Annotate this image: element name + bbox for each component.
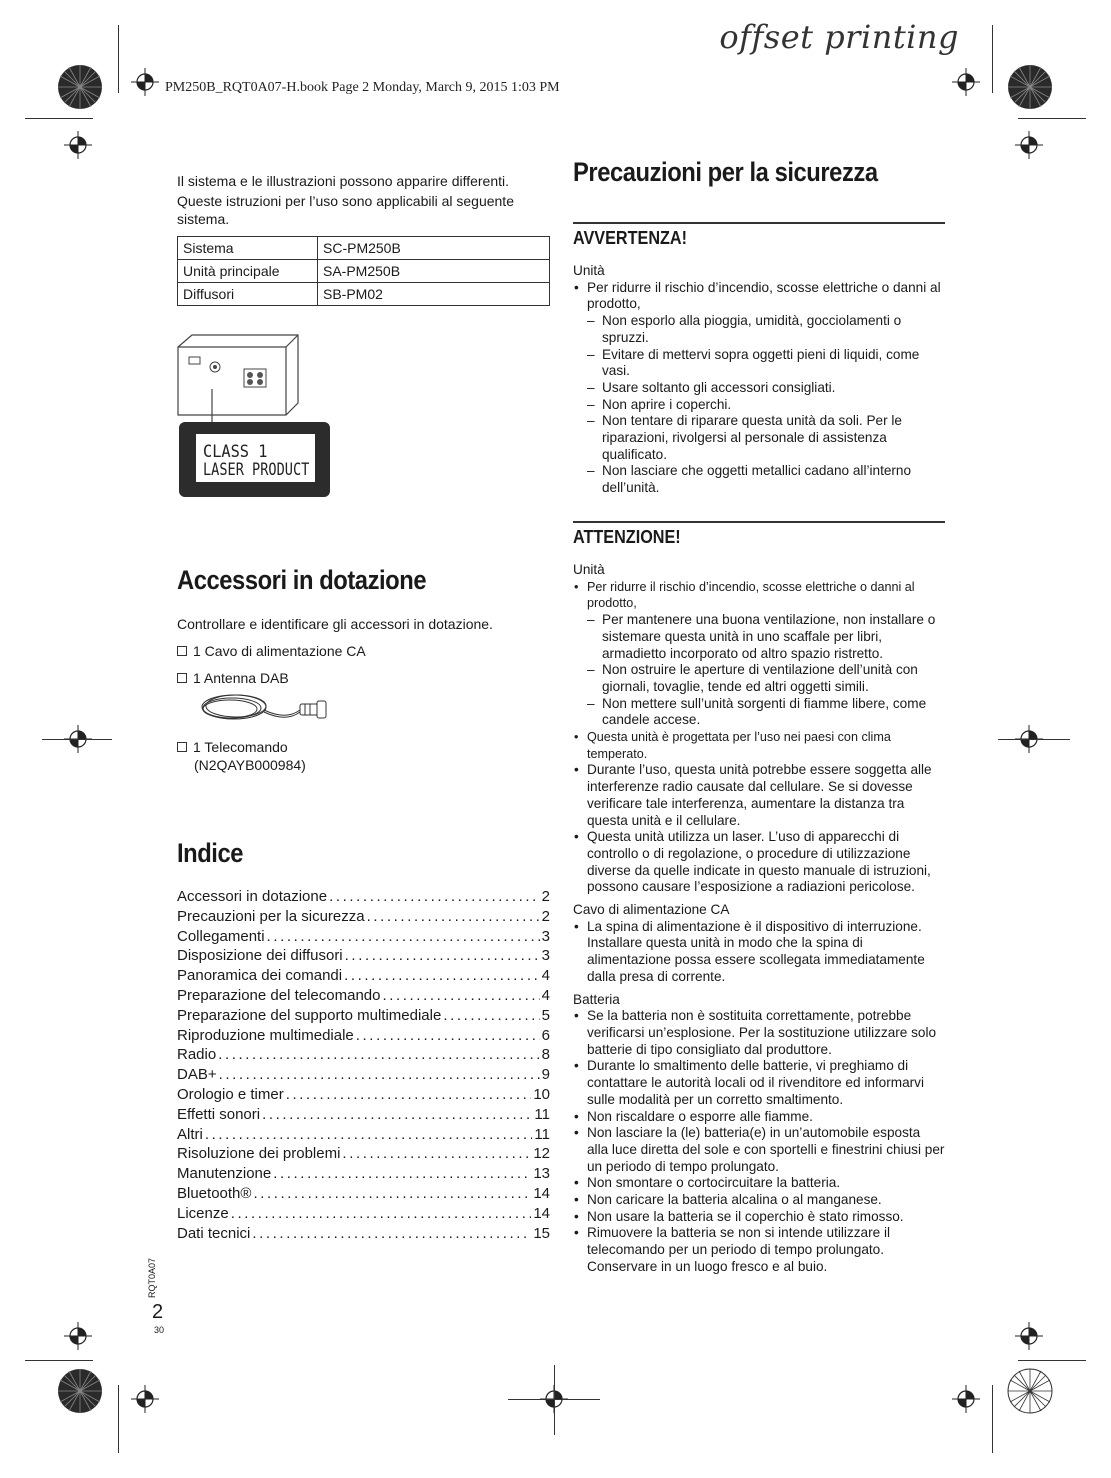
toc-entry-page: 6 (541, 1026, 550, 1044)
toc-entry-label: Precauzioni per la sicurezza (177, 907, 365, 925)
toc-entry-page: 10 (533, 1085, 550, 1103)
crosshair-icon (1015, 131, 1043, 159)
toc-entry-page: 15 (533, 1224, 550, 1242)
models-table (177, 236, 550, 306)
toc-leader-dots (205, 1126, 533, 1143)
toc-entry-label: Collegamenti (177, 927, 265, 945)
toc-leader-dots (345, 947, 540, 964)
caution-section (573, 562, 945, 1276)
table-cell: Diffusori (178, 283, 318, 306)
list-item: – Non aprire i coperchi. (573, 397, 945, 414)
crosshair-icon (952, 1385, 980, 1413)
toc-entry-page: 4 (541, 986, 550, 1004)
dab-antenna-icon (196, 690, 331, 730)
toc-leader-dots (218, 1046, 539, 1063)
toc-leader-dots (252, 1225, 531, 1242)
table-cell: SB-PM02 (318, 283, 550, 306)
toc-entry-label: Panoramica dei comandi (177, 967, 343, 985)
checkbox-icon (177, 673, 187, 683)
list-item (177, 642, 366, 660)
accessory-label: 1 Antenna DAB (193, 670, 289, 686)
table-cell: Sistema (178, 237, 318, 260)
table-cell: SA-PM250B (318, 260, 550, 283)
accessory-label: 1 Telecomando (193, 739, 288, 755)
battery-label: Batteria (573, 991, 620, 1007)
list-item: • Non lasciare la (le) batteria(e) in un’automobile esposta alla luce diretta del sole e con sportelli e finestrini chiusi per un periodo di tempo prolungato. (573, 1125, 945, 1175)
toc-entry-page: 3 (541, 927, 550, 945)
list-item: – Evitare di mettervi sopra oggetti pieni di liquidi, come vasi. (573, 347, 945, 380)
accessory-label: 1 Cavo di alimentazione CA (193, 643, 366, 659)
intro-line-2: Queste istruzioni per l’uso sono applicabili al seguente sistema. (177, 193, 514, 227)
toc-entry-label: Altri (177, 1125, 203, 1143)
toc-entry[interactable] (177, 1046, 550, 1066)
toc-entry[interactable] (177, 1066, 550, 1086)
table-cell: SC-PM250B (318, 237, 550, 260)
toc-entry[interactable] (177, 1106, 550, 1126)
list-item: – Usare soltanto gli accessori consigliati. (573, 380, 945, 397)
list-item: – Non esporlo alla pioggia, umidità, gocciolamenti o spruzzi. (573, 313, 945, 346)
list-item: • Non usare la batteria se il coperchio è stato rimosso. (573, 1209, 945, 1226)
toc-entry[interactable] (177, 1185, 550, 1205)
toc-entry-page: 14 (533, 1204, 550, 1222)
toc-entry[interactable] (177, 987, 550, 1007)
toc-entry[interactable] (177, 1145, 550, 1165)
list-item: – Non lasciare che oggetti metallici cadano all’interno dell’unità. (573, 463, 945, 496)
crosshair-icon (131, 68, 159, 96)
toc-leader-dots (231, 1205, 532, 1222)
toc-entry[interactable] (177, 1086, 550, 1106)
index-title: Indice (177, 838, 244, 868)
toc-leader-dots (286, 1086, 532, 1103)
list-item: • Per ridurre il rischio d’incendio, scosse elettriche o danni al prodotto, (573, 280, 945, 313)
laser-class-text: CLASS 1 (203, 441, 268, 462)
toc-entry[interactable] (177, 928, 550, 948)
toc-entry[interactable] (177, 888, 550, 908)
list-item (177, 669, 289, 687)
toc-leader-dots (219, 1066, 540, 1083)
toc-entry-page: 5 (541, 1006, 550, 1024)
accessories-desc: Controllare e identificare gli accessori in dotazione. (177, 616, 493, 632)
toc-leader-dots (382, 987, 539, 1004)
accessories-title: Accessori in dotazione (177, 565, 427, 595)
toc-entry-page: 13 (533, 1165, 550, 1183)
caution-unit-label: Unità (573, 562, 605, 577)
caution-heading: ATTENZIONE! (573, 527, 681, 547)
toc-entry-page: 2 (541, 888, 550, 905)
list-item: • Rimuovere la batteria se non si intende utilizzare il telecomando per un periodo di tempo prolungato. Conservare in un luogo fresco e al buio. (573, 1225, 945, 1275)
toc-entry-page: 11 (534, 1125, 550, 1143)
list-item: • Questa unità utilizza un laser. L’uso di apparecchi di controllo o di regolazione, o procedure di utilizzazione diverse da quelle indicate in questo manuale di istruzioni, possono causare l’esposizione a radiazioni pericolose. (573, 829, 945, 896)
crosshair-icon (64, 131, 92, 159)
laser-device-illustration (176, 331, 336, 501)
list-item: – Non tentare di riparare questa unità da soli. Per le riparazioni, rivolgersi al personale di assistenza qualificato. (573, 413, 945, 463)
registration-star-icon (1007, 1368, 1053, 1414)
toc-entry-label: Dati tecnici (177, 1224, 251, 1242)
toc-entry[interactable] (177, 1165, 550, 1185)
accessory-part-number: (N2QAYB000984) (194, 757, 306, 773)
toc-entry-label: Risoluzione dei problemi (177, 1145, 341, 1163)
section-divider (573, 521, 945, 523)
toc-entry[interactable] (177, 908, 550, 928)
crop-marks (42, 739, 112, 740)
list-item: • Non caricare la batteria alcalina o al manganese. (573, 1192, 945, 1209)
page-sub-number: 30 (154, 1325, 165, 1335)
toc-leader-dots (344, 967, 540, 984)
list-item: • Non riscaldare o esporre alle fiamme. (573, 1109, 945, 1126)
toc-leader-dots (329, 888, 540, 905)
crop-marks (998, 739, 1070, 740)
toc-leader-dots (267, 928, 540, 945)
warning-unit-label: Unità (573, 263, 605, 278)
registration-star-icon (57, 64, 103, 110)
toc-entry-label: Disposizione dei diffusori (177, 947, 343, 965)
print-file-info: PM250B_RQT0A07-H.book Page 2 Monday, March 9, 2015 1:03 PM (165, 80, 560, 95)
toc-entry[interactable] (177, 1126, 550, 1146)
toc-leader-dots (367, 908, 540, 925)
toc-entry-page: 2 (541, 907, 550, 925)
toc-entry-label: Riproduzione multimediale (177, 1026, 354, 1044)
registration-star-icon (57, 1368, 103, 1414)
toc-entry-label: Preparazione del telecomando (177, 986, 381, 1004)
intro-text (177, 172, 551, 230)
toc-entry-label: DAB+ (177, 1066, 217, 1084)
toc-entry-page: 8 (541, 1046, 550, 1064)
table-of-contents (177, 888, 550, 1244)
toc-entry-page: 4 (541, 967, 550, 985)
registration-star-icon (1007, 64, 1053, 110)
toc-entry-label: Bluetooth® (177, 1184, 252, 1202)
toc-entry-label: Accessori in dotazione (177, 888, 328, 905)
checkbox-icon (177, 646, 187, 656)
toc-entry-page: 9 (541, 1066, 550, 1084)
table-row (178, 260, 550, 283)
toc-entry-label: Radio (177, 1046, 217, 1064)
toc-entry-page: 14 (533, 1184, 550, 1202)
crop-marks (554, 1365, 555, 1435)
crosshair-icon (952, 68, 980, 96)
toc-entry[interactable] (177, 947, 550, 967)
list-item: • Durante lo smaltimento delle batterie, vi preghiamo di contattare le autorità locali od il rivenditore ed informarvi sulle modalità per un corretto smaltimento. (573, 1058, 945, 1108)
safety-title: Precauzioni per la sicurezza (573, 157, 878, 187)
toc-leader-dots (443, 1007, 539, 1024)
checkbox-icon (177, 742, 187, 752)
list-item: • Non smontare o cortocircuitare la batteria. (573, 1175, 945, 1192)
list-item: • Per ridurre il rischio d’incendio, scosse elettriche o danni al prodotto, (573, 579, 945, 612)
list-item: • La spina di alimentazione è il dispositivo di interruzione. Installare questa unità in modo che la spina di alimentazione possa essere scollegata immediatamente dalla presa di corrente. (573, 919, 945, 986)
table-row (178, 237, 550, 260)
toc-entry[interactable] (177, 1205, 550, 1225)
list-item: – Non ostruire le aperture di ventilazione dell’unità con giornali, tovaglie, tende ed altri oggetti simili. (573, 662, 945, 695)
crosshair-icon (131, 1385, 159, 1413)
section-divider (573, 222, 945, 224)
warning-section (573, 263, 945, 497)
toc-entry[interactable] (177, 1007, 550, 1027)
toc-entry-label: Effetti sonori (177, 1105, 261, 1123)
toc-entry-page: 11 (534, 1105, 550, 1123)
toc-leader-dots (273, 1165, 531, 1182)
list-item: • Durante l’uso, questa unità potrebbe essere soggetta alle interferenze radio causate dal cellulare. Se si dovesse verificare tale interferenza, aumentare la distanza tra questa unità e il cellulare. (573, 762, 945, 829)
list-item: – Non mettere sull’unità sorgenti di fiamme libere, come candele accese. (573, 696, 945, 729)
toc-leader-dots (342, 1145, 531, 1162)
table-row (178, 283, 550, 306)
page-number: 2 (152, 1301, 164, 1323)
toc-entry-label: Manutenzione (177, 1165, 272, 1183)
offset-printing-stamp: offset printing (719, 18, 959, 56)
crosshair-icon (64, 1322, 92, 1350)
list-item: • Questa unità è progettata per l’uso nei paesi con clima temperato. (573, 729, 945, 762)
cable-label: Cavo di alimentazione CA (573, 902, 730, 918)
table-cell: Unità principale (178, 260, 318, 283)
toc-leader-dots (253, 1185, 531, 1202)
list-item: – Per mantenere una buona ventilazione, non installare o sistemare questa unità in uno scaffale per libri, armadietto incorporato od altro spazio ristretto. (573, 612, 945, 662)
toc-entry-label: Orologio e timer (177, 1085, 284, 1103)
warning-heading: AVVERTENZA! (573, 228, 688, 248)
intro-line-1: Il sistema e le illustrazioni possono apparire differenti. (177, 173, 510, 189)
toc-entry-page: 12 (533, 1145, 550, 1163)
laser-product-text: LASER PRODUCT (203, 459, 310, 480)
toc-entry[interactable] (177, 1225, 550, 1245)
toc-entry[interactable] (177, 967, 550, 987)
toc-leader-dots (356, 1027, 540, 1044)
document-code: RQT0A07 (147, 1257, 157, 1298)
toc-entry-page: 3 (541, 947, 550, 965)
crosshair-icon (1015, 1322, 1043, 1350)
toc-entry-label: Preparazione del supporto multimediale (177, 1006, 442, 1024)
toc-entry-label: Licenze (177, 1204, 229, 1222)
list-item: • Se la batteria non è sostituita correttamente, potrebbe verificarsi un’esplosione. Per la sostituzione utilizzare solo batterie di tipo consigliato dal produttore. (573, 1008, 945, 1058)
toc-entry[interactable] (177, 1027, 550, 1047)
list-item (177, 738, 306, 774)
toc-leader-dots (262, 1106, 532, 1123)
